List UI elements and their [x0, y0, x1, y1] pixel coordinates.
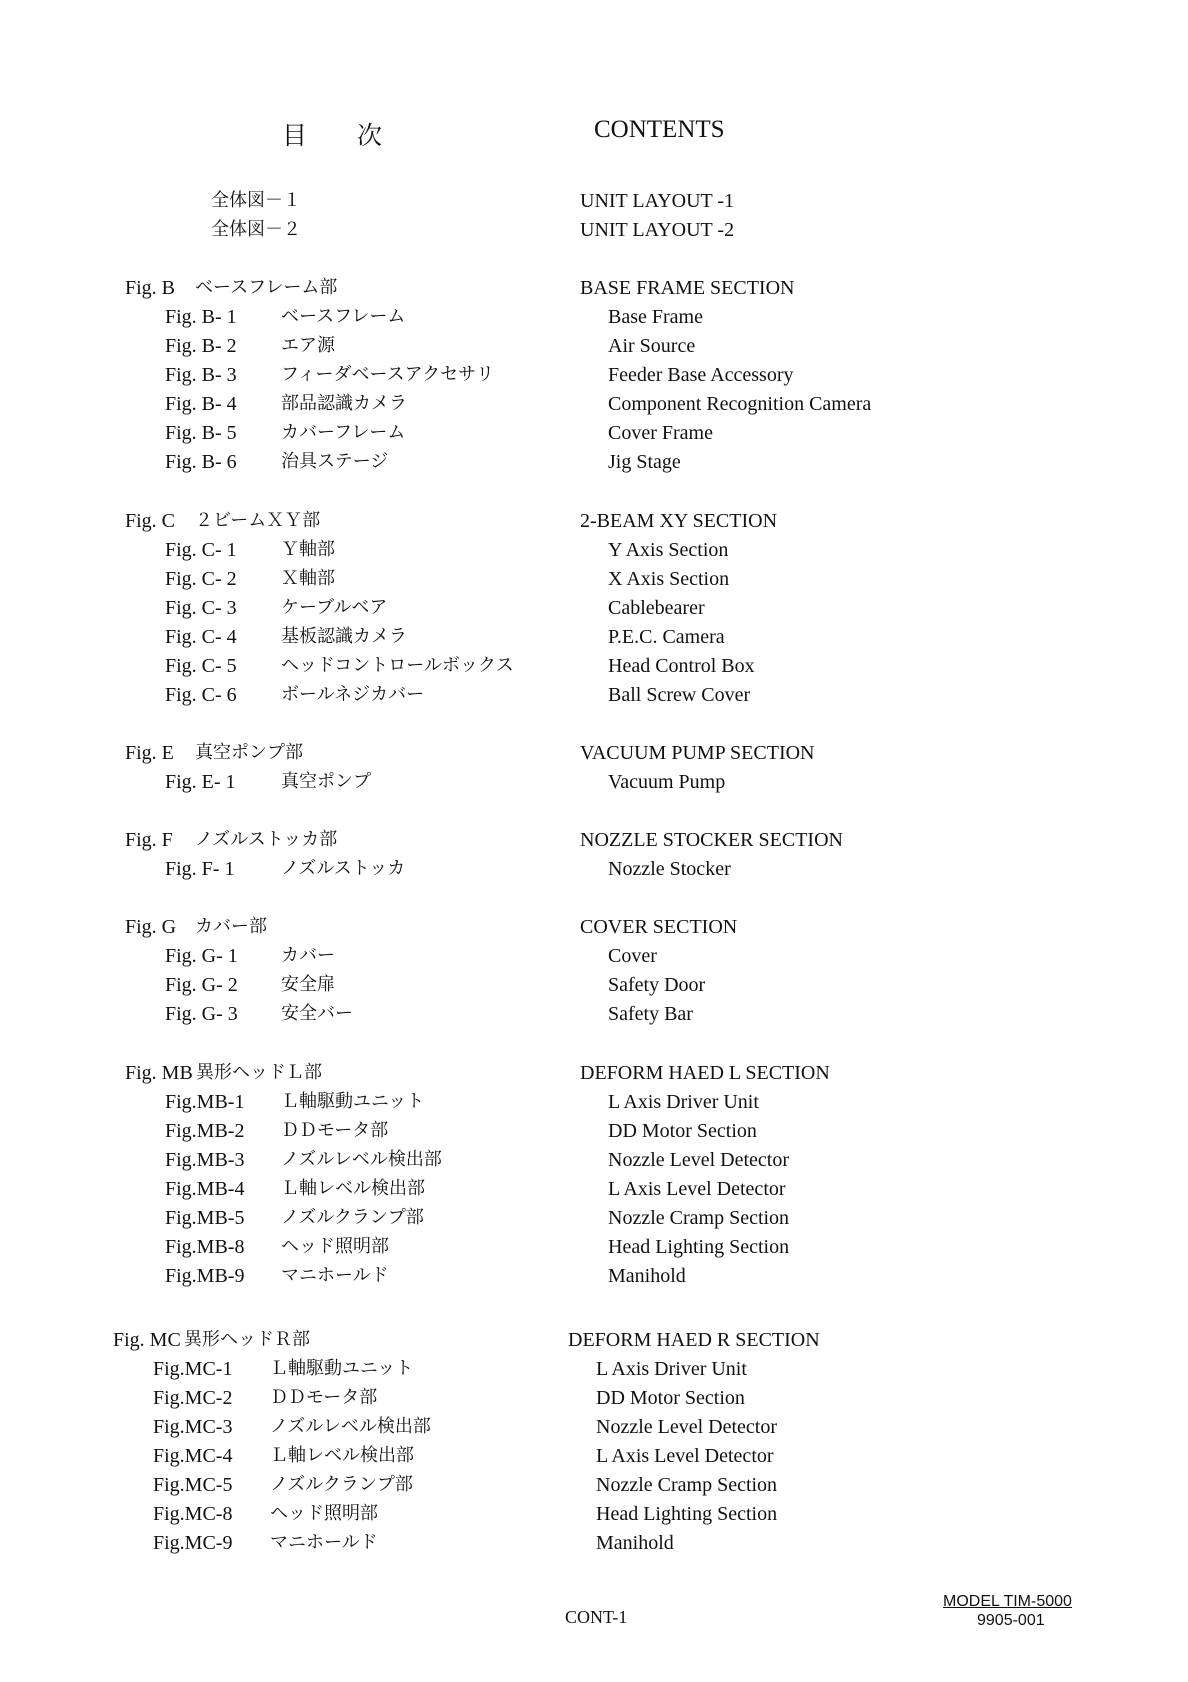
toc-item-jp: 真空ポンプ — [281, 771, 371, 792]
toc-item-en: P.E.C. Camera — [608, 626, 725, 648]
toc-item-en: Nozzle Cramp Section — [596, 1474, 778, 1496]
toc-item-fig: Fig. E- 1 — [165, 771, 236, 793]
toc-item-en: L Axis Driver Unit — [596, 1358, 747, 1380]
toc-item-fig: Fig. B- 2 — [165, 335, 237, 357]
toc-item-jp: Ｘ軸部 — [281, 568, 335, 589]
toc-item-jp: ノズルストッカ — [281, 858, 406, 879]
section-title: DEFORM HAED R SECTION — [568, 1329, 820, 1351]
toc-item-en: Nozzle Stocker — [608, 858, 731, 880]
section-title-jp: ノズルストッカ部 — [195, 829, 338, 850]
toc-item-jp: 治具ステージ — [281, 451, 389, 472]
toc-item-fig: Fig. B- 5 — [165, 422, 237, 444]
toc-item-fig: Fig.MB-8 — [165, 1236, 245, 1258]
toc-item-fig: Fig.MC-8 — [153, 1503, 233, 1525]
toc-item-jp: ヘッド照明部 — [281, 1236, 389, 1257]
toc-item-jp: Ｌ軸レベル検出部 — [281, 1178, 425, 1199]
section-title-jp: 真空ポンプ部 — [195, 742, 303, 763]
toc-item-fig: Fig.MC-4 — [153, 1445, 233, 1467]
toc-item-fig: Fig. B- 1 — [165, 306, 237, 328]
toc-item-fig: Fig.MB-3 — [165, 1149, 245, 1171]
toc-item-fig: Fig.MB-4 — [165, 1178, 245, 1200]
toc-item-en: Cover Frame — [608, 422, 713, 444]
toc-item-jp: ヘッド照明部 — [270, 1503, 378, 1524]
toc-item-en: Air Source — [608, 335, 696, 357]
section-fig-label: Fig. C — [125, 510, 176, 532]
page-number: CONT-1 — [565, 1607, 628, 1627]
toc-item-en: X Axis Section — [608, 568, 730, 590]
toc-item-en: Vacuum Pump — [608, 771, 726, 793]
toc-item-en: L Axis Driver Unit — [608, 1091, 759, 1113]
toc-item-en: Nozzle Level Detector — [596, 1416, 778, 1438]
toc-item-fig: Fig.MC-1 — [153, 1358, 233, 1380]
toc-item-jp: ケーブルベア — [281, 597, 388, 618]
toc-item-jp: ノズルクランプ部 — [270, 1474, 413, 1495]
toc-item-jp: Ｌ軸駆動ユニット — [270, 1358, 414, 1379]
toc-item-en: Head Lighting Section — [608, 1236, 790, 1258]
toc-item-fig: Fig.MB-2 — [165, 1120, 245, 1142]
section-title: BASE FRAME SECTION — [580, 277, 795, 299]
section-title-jp: カバー部 — [195, 916, 267, 937]
toc-item-fig: Fig.MB-9 — [165, 1265, 245, 1287]
toc-item-jp: ボールネジカバー — [281, 684, 425, 705]
toc-item-jp: 安全バー — [281, 1003, 353, 1024]
page-title-jp: 目 次 — [282, 123, 383, 150]
toc-item-en: Jig Stage — [608, 451, 681, 473]
toc-item-fig: Fig.MB-1 — [165, 1091, 245, 1113]
toc-item-fig: Fig. G- 2 — [165, 974, 238, 996]
section-fig-label: Fig. MB — [125, 1062, 193, 1084]
toc-item-en: Safety Door — [608, 974, 706, 996]
toc-item-jp: 安全扉 — [281, 974, 335, 995]
section-title: COVER SECTION — [580, 916, 738, 938]
toc-item-en: Head Control Box — [608, 655, 755, 677]
toc-item-jp: エア源 — [281, 335, 335, 356]
toc-item-jp: マニホールド — [281, 1265, 389, 1286]
section-title-jp: ２ビームＸＹ部 — [195, 510, 321, 531]
layout-item-en: UNIT LAYOUT -2 — [580, 219, 735, 241]
toc-item-fig: Fig. C- 3 — [165, 597, 237, 619]
toc-item-en: Cablebearer — [608, 597, 705, 619]
toc-item-fig: Fig. C- 4 — [165, 626, 237, 648]
toc-item-jp: ヘッドコントロールボックス — [281, 655, 514, 676]
toc-item-jp: フィーダベースアクセサリ — [281, 364, 495, 385]
toc-item-jp: Ｌ軸レベル検出部 — [270, 1445, 414, 1466]
section-fig-label: Fig. E — [125, 742, 174, 764]
model-label: MODEL TIM-5000 — [943, 1593, 1072, 1610]
toc-item-en: Feeder Base Accessory — [608, 364, 794, 386]
toc-item-fig: Fig.MC-3 — [153, 1416, 233, 1438]
toc-item-en: Manihold — [596, 1532, 674, 1554]
layout-item-en: UNIT LAYOUT -1 — [580, 190, 735, 212]
toc-item-jp: ＤＤモータ部 — [281, 1120, 389, 1141]
toc-item-en: Nozzle Cramp Section — [608, 1207, 790, 1229]
toc-item-fig: Fig. F- 1 — [165, 858, 235, 880]
toc-item-fig: Fig. G- 1 — [165, 945, 238, 967]
section-title-jp: ベースフレーム部 — [195, 277, 338, 298]
toc-item-fig: Fig. B- 3 — [165, 364, 237, 386]
section-title: VACUUM PUMP SECTION — [580, 742, 815, 764]
toc-item-en: Safety Bar — [608, 1003, 693, 1025]
layout-item-jp: 全体図－２ — [211, 219, 301, 240]
toc-item-fig: Fig.MC-5 — [153, 1474, 233, 1496]
toc-item-fig: Fig. C- 2 — [165, 568, 237, 590]
toc-item-en: Ball Screw Cover — [608, 684, 751, 706]
toc-item-jp: カバー — [281, 945, 335, 966]
toc-item-fig: Fig.MC-9 — [153, 1532, 233, 1554]
toc-item-fig: Fig. C- 6 — [165, 684, 237, 706]
section-title: 2-BEAM XY SECTION — [580, 510, 778, 532]
toc-item-en: Manihold — [608, 1265, 686, 1287]
section-fig-label: Fig. B — [125, 277, 176, 299]
toc-item-jp: ノズルレベル検出部 — [270, 1416, 431, 1437]
toc-item-fig: Fig. C- 1 — [165, 539, 237, 561]
toc-item-en: L Axis Level Detector — [596, 1445, 774, 1467]
toc-item-jp: ノズルクランプ部 — [281, 1207, 424, 1228]
page-title: CONTENTS — [594, 116, 725, 143]
toc-item-en: Head Lighting Section — [596, 1503, 778, 1525]
toc-item-jp: Ｌ軸駆動ユニット — [281, 1091, 425, 1112]
toc-item-fig: Fig. G- 3 — [165, 1003, 238, 1025]
toc-item-en: Y Axis Section — [608, 539, 729, 561]
toc-item-jp: マニホールド — [270, 1532, 378, 1553]
toc-item-fig: Fig. B- 6 — [165, 451, 237, 473]
toc-item-en: L Axis Level Detector — [608, 1178, 786, 1200]
toc-item-jp: ＤＤモータ部 — [270, 1387, 378, 1408]
toc-item-en: Base Frame — [608, 306, 703, 328]
toc-item-fig: Fig. C- 5 — [165, 655, 237, 677]
toc-item-jp: Ｙ軸部 — [281, 539, 335, 560]
section-title: DEFORM HAED L SECTION — [580, 1062, 830, 1084]
toc-item-fig: Fig.MC-2 — [153, 1387, 233, 1409]
toc-item-fig: Fig.MB-5 — [165, 1207, 245, 1229]
toc-item-en: Nozzle Level Detector — [608, 1149, 790, 1171]
toc-item-jp: ノズルレベル検出部 — [281, 1149, 442, 1170]
section-fig-label: Fig. F — [125, 829, 173, 851]
section-title-jp: 異形ヘッドＲ部 — [184, 1329, 310, 1350]
document-code: 9905-001 — [977, 1612, 1045, 1629]
toc-item-jp: 部品認識カメラ — [281, 393, 407, 414]
toc-item-en: DD Motor Section — [596, 1387, 745, 1409]
section-fig-label: Fig. G — [125, 916, 177, 938]
toc-item-en: Cover — [608, 945, 657, 967]
section-title-jp: 異形ヘッドＬ部 — [196, 1062, 322, 1083]
toc-item-fig: Fig. B- 4 — [165, 393, 237, 415]
toc-item-jp: 基板認識カメラ — [281, 626, 407, 647]
toc-item-jp: カバーフレーム — [281, 422, 406, 443]
toc-item-jp: ベースフレーム — [281, 306, 406, 327]
layout-item-jp: 全体図－１ — [211, 190, 301, 211]
toc-item-en: Component Recognition Camera — [608, 393, 872, 415]
toc-item-en: DD Motor Section — [608, 1120, 757, 1142]
section-title: NOZZLE STOCKER SECTION — [580, 829, 843, 851]
section-fig-label: Fig. MC — [113, 1329, 181, 1351]
